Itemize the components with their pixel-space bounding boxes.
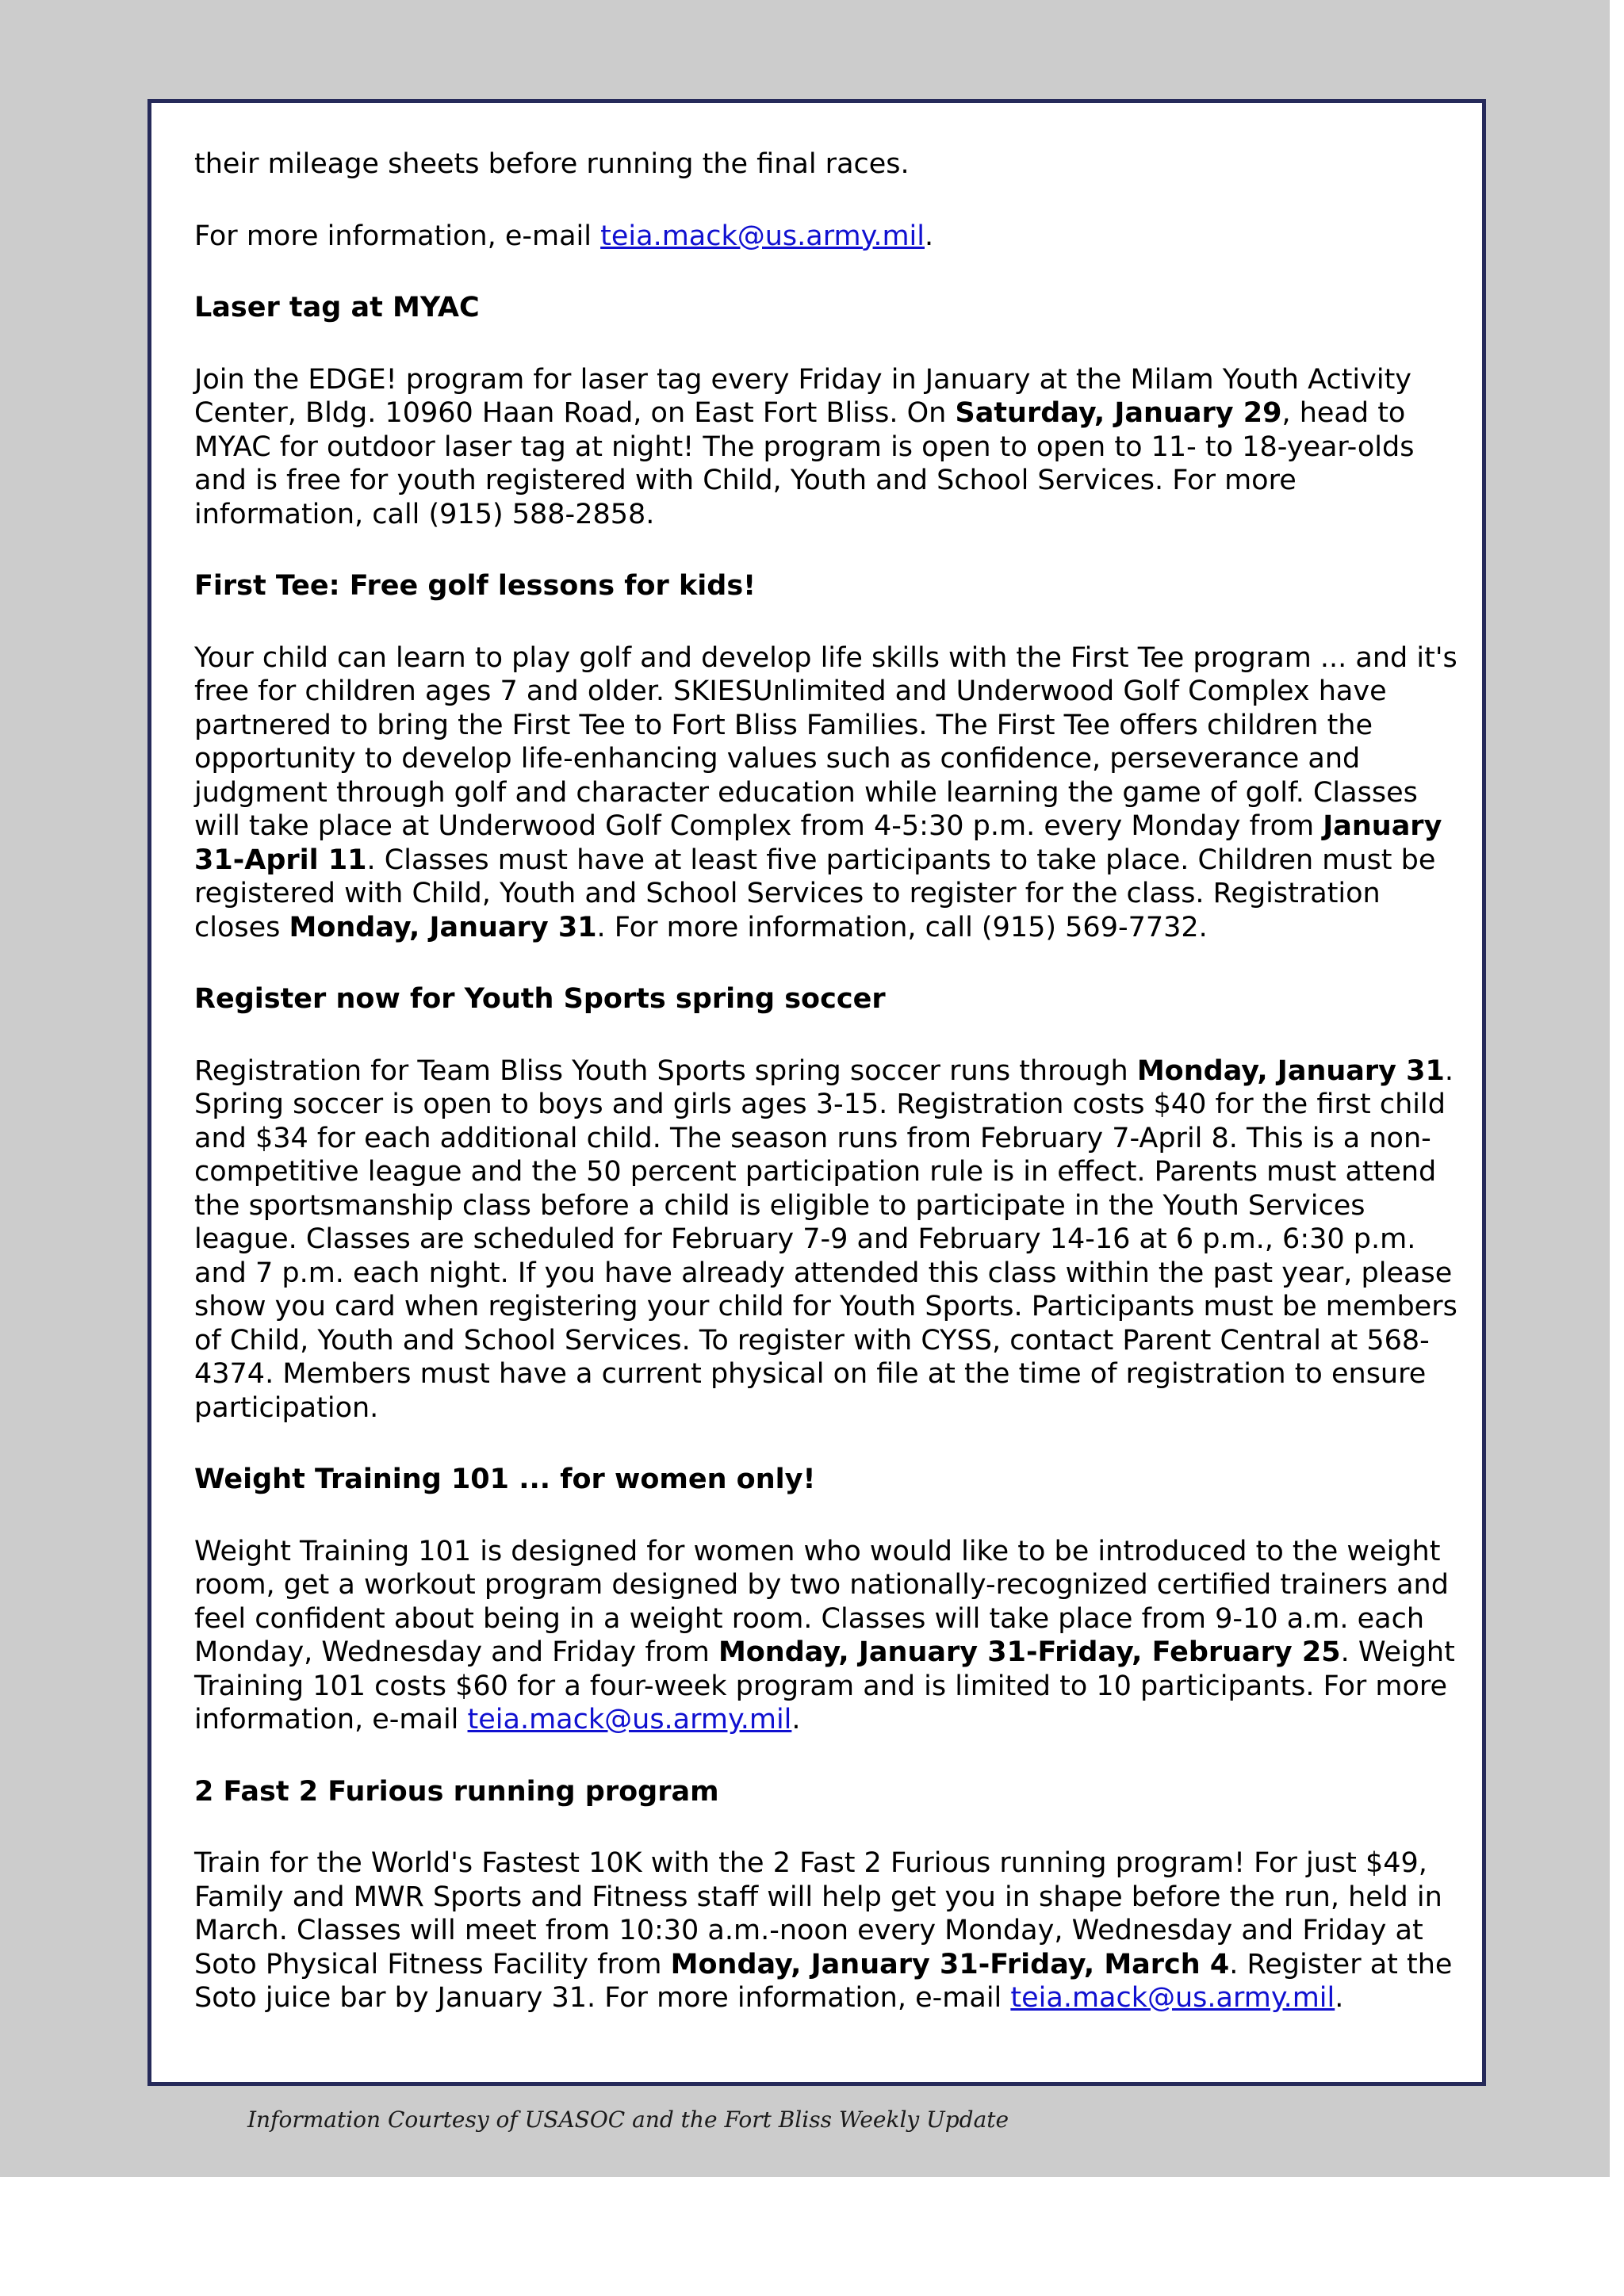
laser-tag-heading: Laser tag at MYAC [194, 292, 480, 323]
article-content [194, 147, 1459, 2053]
intro-paragraph [194, 147, 1459, 182]
running-suffix: . [1335, 1982, 1344, 2014]
golf-text-2: . Classes must have at least five participants to take place. Children must be registered with Child, Youth and School Services to register for the class. Registration closes [194, 844, 1436, 943]
info-text: For more information, e-mail [194, 220, 601, 252]
laser-text-2: , head to MYAC for outdoor laser tag at night! The program is open to open to 11- to 18-year-olds and is free for youth registered with Child, Youth and School Services. For more information, call (915) 588-2858. [194, 397, 1415, 530]
golf-text-1: Your child can learn to play golf and develop life skills with the First Tee program ... and it's free for children ages 7 and older. SKIESUnlimited and Underwood Golf Complex have partnered to bring the First Tee to Fort Bliss Families. The First Tee offers children the opportunity to develop life-enhancing values such as confidence, perseverance and judgment through golf and character education while learning the game of golf. Classes will take place at Underwood Golf Complex from 4-5:30 p.m. every Monday from [194, 641, 1457, 842]
golf-text-3: . For more information, call (915) 569-7732. [596, 911, 1208, 943]
soccer-paragraph [194, 1054, 1459, 1425]
golf-dates: January 31-April 11 [194, 810, 1442, 876]
soccer-date: Monday, January 31 [1136, 1054, 1445, 1087]
weights-dates: Monday, January 31-Friday, February 25 [718, 1636, 1341, 1668]
weights-text-2: . Weight Training 101 costs $60 for a four-week program and is limited to 10 participants. For more information, e-mail [194, 1636, 1455, 1735]
running-text-1: Train for the World's Fastest 10K with the 2 Fast 2 Furious running program! For just $49, Family and MWR Sports and Fitness staff will help get you in shape before the run, held in March. Classes will meet from 10:30 a.m.-noon every Monday, Wednesday and Friday at Soto Physical Fitness Facility from [194, 1847, 1442, 1980]
laser-text-1: Join the EDGE! program for laser tag every Friday in January at the Milam Youth Activity Center, Bldg. 10960 Haan Road, on East Fort Bliss. On [194, 363, 1412, 429]
email-link[interactable]: teia.mack@us.army.mil [1010, 1982, 1335, 2014]
email-link[interactable]: teia.mack@us.army.mil [467, 1704, 792, 1735]
running-program-heading: 2 Fast 2 Furious running program [194, 1775, 719, 1808]
running-text-2: . Register at the Soto juice bar by January 31. For more information, e-mail [194, 1948, 1453, 2014]
first-tee-paragraph [194, 641, 1459, 945]
running-program-paragraph [194, 1846, 1459, 2015]
weights-suffix: . [791, 1704, 801, 1735]
intro-text: their mileage sheets before running the final races. [194, 148, 910, 180]
soccer-heading: Register now for Youth Sports spring soccer [194, 983, 886, 1015]
soccer-text-2: . Spring soccer is open to boys and girls ages 3-15. Registration costs $40 for the first child and $34 for each additional child. The season runs from February 7-April 8. This is a non-competitive league and the 50 percent participation rule is in effect. Parents must attend the sportsmanship class before a child is eligible to participate in the Youth Services league. Classes are scheduled for February 7-9 and February 14-16 at 6 p.m., 6:30 p.m. and 7 p.m. each night. If you have already attended this class within the past year, please show you card when registering your child for Youth Sports. Participants must be members of Child, Youth and School Services. To register with CYSS, contact Parent Central at 568-4374. Members must have a current physical on file at the time of registration to ensure participation. [194, 1054, 1457, 1424]
info-suffix: . [925, 220, 934, 252]
footer-credit: Information Courtesy of USASOC and the Fort Bliss Weekly Update [247, 2107, 1009, 2133]
golf-close-date: Monday, January 31 [289, 911, 597, 943]
weights-text-1: Weight Training 101 is designed for women who would like to be introduced to the weight room, get a workout program designed by two nationally-recognized certified trainers and feel confident about being in a weight room. Classes will take place from 9-10 a.m. each Monday, Wednesday and Friday from [194, 1535, 1449, 1668]
laser-tag-paragraph [194, 363, 1459, 532]
soccer-text-1: Registration for Team Bliss Youth Sports spring soccer runs through [194, 1054, 1137, 1087]
weight-training-paragraph [194, 1535, 1459, 1737]
weight-training-heading: Weight Training 101 ... for women only! [194, 1464, 816, 1495]
article-box [147, 99, 1486, 2086]
laser-date: Saturday, January 29 [955, 397, 1282, 429]
running-dates: Monday, January 31-Friday, March 4 [670, 1948, 1230, 1980]
first-tee-heading: First Tee: Free golf lessons for kids! [194, 570, 756, 602]
email-link[interactable]: teia.mack@us.army.mil [600, 220, 925, 252]
info-paragraph [194, 220, 1459, 254]
